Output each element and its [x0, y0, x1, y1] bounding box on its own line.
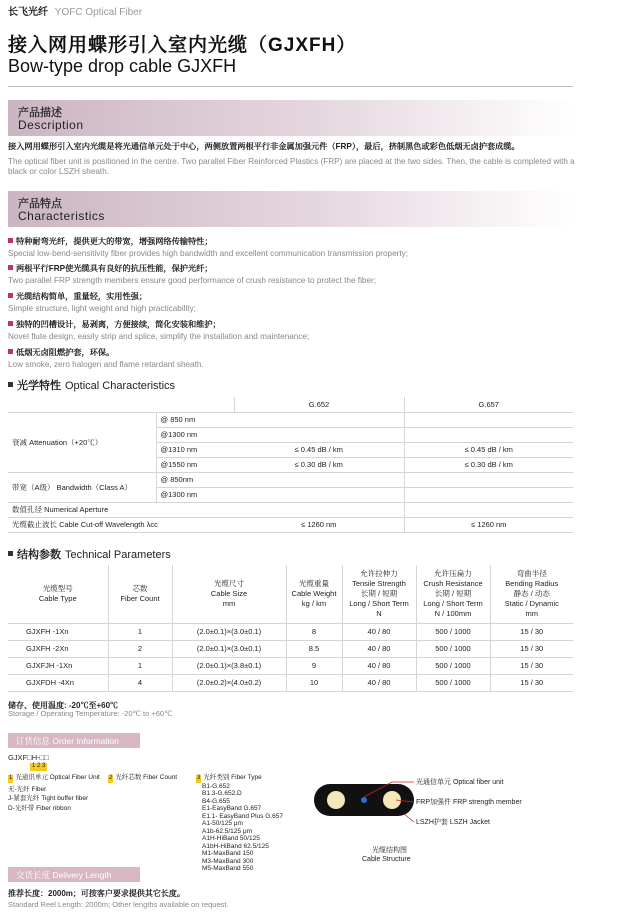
- technical-table: [8, 565, 573, 692]
- value: ≤ 0.45 dB / km: [234, 442, 404, 457]
- table-row: GJXFJH -1Xn 1 (2.0±0.1)×(3.8±0.1) 9 40 / 80 500 / 1000 15 / 30: [8, 657, 573, 674]
- characteristic-en: Simple structure, light weight and high practicability;: [8, 304, 196, 313]
- description-heading-cn: 产品描述: [18, 107, 62, 119]
- order-info-banner: [8, 733, 140, 748]
- col-g652: G.652: [234, 397, 404, 412]
- attenuation-label: 衰减 Attenuation（+20℃）: [8, 412, 156, 472]
- na-label: 数值孔径 Numerical Aperture: [8, 502, 234, 517]
- optical-table: [8, 397, 573, 533]
- characteristic-cn: 两根平行FRP使光缆具有良好的抗压性能，保护光纤；: [16, 264, 213, 273]
- col-g657: G.657: [404, 397, 573, 412]
- value: ≤ 1260 nm: [234, 517, 404, 532]
- structure-label-jacket: LSZH护套 LSZH Jacket: [416, 819, 490, 826]
- cutoff-label: 光缆截止波长 Cable Cut-off Wavelength λcc: [8, 517, 234, 532]
- technical-heading-en: Technical Parameters: [65, 549, 171, 561]
- value: [404, 412, 573, 427]
- characteristic-cn: 光缆结构简单，重量轻，实用性强；: [16, 292, 148, 301]
- divider: [8, 86, 573, 87]
- header-cell: 光缆尺寸 Cable Size mm: [172, 565, 286, 623]
- value: [234, 427, 404, 442]
- table-row: GJXFH -1Xn 1 (2.0±0.1)×(3.0±0.1) 8 40 / 80 500 / 1000 15 / 30: [8, 623, 573, 640]
- characteristic-en: Novel flute design, easily strip and splice, simplify the installation and maintenance;: [8, 332, 310, 341]
- header-cell: 光缆型号 Cable Type: [8, 565, 108, 623]
- order-item-3: 3 光纤类别 Fiber Type B1-G.652 B1.3-G.652.D B4-G.655 E1-EasyBand G.657 E1.1- EasyBand Plus G.657 A1-50/125 μm A1b-62.5/125 μm A1H-HiBand 50/125 A1bH-HiBand 62.5/125 M1-MaxBand 150 M3-MaxBand 300 M5-MaxBand 550: [197, 774, 283, 872]
- characteristic-en: Special low-bend-sensitivity fiber provides high bandwidth and excellent communication transmission property;: [8, 249, 409, 258]
- wavelength: @1310 nm: [156, 442, 234, 457]
- order-item-1: 1 光通讯单元 Optical Fiber Unit 无-光纤 Fiber J-紧套光纤 Tight buffer fiber D-光纤带 Fiber ribbon: [8, 774, 100, 812]
- characteristic-cn: 低烟无卤阻燃护套，环保。: [16, 348, 115, 357]
- header-cell: 光缆重量 Cable Weight kg / km: [286, 565, 342, 623]
- wavelength: @ 850nm: [156, 472, 234, 487]
- bandwidth-label: 带宽（A级） Bandwidth（Class A）: [8, 472, 156, 502]
- order-info-heading: 订货信息 Order Information: [16, 736, 119, 746]
- fiber-unit-shape: [361, 797, 367, 803]
- value: ≤ 0.30 dB / km: [404, 457, 573, 472]
- storage-temp-en: Storage / Operating Temperature: -20℃ to +60℃: [8, 709, 173, 718]
- characteristic-cn: 独特的凹槽设计，易剥离，方便接续，简化安装和维护；: [16, 320, 221, 329]
- technical-heading-cn: 结构参数: [17, 549, 61, 561]
- table-row: [8, 397, 573, 412]
- description-banner: [8, 100, 573, 136]
- description-text-en: The optical fiber unit is positioned in the centre. Two parallel Fiber Reinforced Plastics (FRP) are placed at the two sides. Then, the cable is completed with a black or color LSZH sheath.: [8, 157, 575, 176]
- table-row: [8, 517, 573, 532]
- table-row: [8, 412, 573, 427]
- brand-cn: 长飞光纤: [8, 7, 48, 18]
- bullet-icon: [8, 265, 13, 270]
- characteristic-item: [8, 347, 588, 369]
- value: [404, 472, 573, 487]
- bullet-icon: [8, 321, 13, 326]
- structure-label-fiber-unit: 光通信单元 Optical fiber unit: [416, 779, 504, 786]
- header-cell: 允许压扁力 Crush Resistance 长期 / 短期 Long / Short Term N / 100mm: [416, 565, 490, 623]
- wavelength: @1550 nm: [156, 457, 234, 472]
- characteristic-item: [8, 291, 588, 313]
- order-code: GJXF□H-□□: [8, 753, 49, 762]
- bullet-icon: [8, 238, 13, 243]
- characteristics-banner: [8, 191, 573, 227]
- structure-label-frp: FRP加强件 FRP strength member: [416, 799, 522, 806]
- characteristics-heading-cn: 产品特点: [18, 198, 62, 210]
- characteristics-heading-en: Characteristics: [18, 209, 105, 223]
- value: [234, 472, 404, 487]
- table-row: GJXFH -2Xn 2 (2.0±0.1)×(3.0±0.1) 8.5 40 / 80 500 / 1000 15 / 30: [8, 640, 573, 657]
- brand-en: YOFC Optical Fiber: [54, 7, 143, 18]
- structure-caption-cn: 光缆结构图: [372, 847, 407, 854]
- order-item-2: 2 光纤芯数 Fiber Count: [109, 774, 178, 781]
- bullet-icon: [8, 293, 13, 298]
- delivery-text-cn: 推荐长度：2000m；可按客户要求提供其它长度。: [8, 889, 185, 898]
- table-header-row: [8, 565, 573, 623]
- table-row: [8, 472, 573, 487]
- wavelength: @1300 nm: [156, 487, 234, 502]
- header-cell: 芯数 Fiber Count: [108, 565, 172, 623]
- frp-left-shape: [327, 791, 345, 809]
- order-code-nums: 1 2 3: [32, 763, 46, 769]
- header-cell: 弯曲半径 Bending Radius 静态 / 动态 Static / Dynamic mm: [490, 565, 573, 623]
- delivery-banner: [8, 867, 140, 882]
- characteristic-item: [8, 263, 588, 285]
- characteristic-item: [8, 236, 588, 258]
- value: ≤ 0.30 dB / km: [234, 457, 404, 472]
- optical-heading-cn: 光学特性: [17, 380, 61, 392]
- storage-temp-cn: 储存、使用温度: -20℃至+60℃: [8, 701, 119, 710]
- page-title-en: Bow-type drop cable GJXFH: [8, 56, 237, 76]
- delivery-heading: 交货长度 Delivery Length: [16, 870, 112, 880]
- value: [404, 487, 573, 502]
- header-cell: 允许拉伸力 Tensile Strength 长期 / 短期 Long / Short Term N: [342, 565, 416, 623]
- value: [234, 412, 404, 427]
- delivery-text-en: Standard Reel Length: 2000m; Other lengths available on request.: [8, 900, 229, 909]
- optical-heading: [8, 377, 175, 393]
- description-text-cn: 接入网用蝶形引入室内光缆是将光通信单元处于中心，两侧放置两根平行非金属加强元件（FRP），最后，挤制黑色或彩色低烟无卤护套成缆。: [8, 142, 520, 151]
- square-icon: [8, 551, 13, 556]
- square-icon: [8, 382, 13, 387]
- bullet-icon: [8, 349, 13, 354]
- technical-heading: [8, 546, 171, 562]
- brand-header: [8, 3, 142, 18]
- characteristic-item: [8, 319, 588, 341]
- value: [404, 427, 573, 442]
- value: ≤ 1260 nm: [404, 517, 573, 532]
- optical-heading-en: Optical Characteristics: [65, 380, 176, 392]
- wavelength: @ 850 nm: [156, 412, 234, 427]
- wavelength: @1300 nm: [156, 427, 234, 442]
- characteristic-en: Two parallel FRP strength members ensure good performance of crush resistance to protect the fiber;: [8, 276, 377, 285]
- value: [234, 487, 404, 502]
- value: ≤ 0.45 dB / km: [404, 442, 573, 457]
- table-row: GJXFDH -4Xn 4 (2.0±0.2)×(4.0±0.2) 10 40 / 80 500 / 1000 15 / 30: [8, 674, 573, 691]
- table-row: [8, 502, 573, 517]
- characteristic-cn: 特种耐弯光纤，提供更大的带宽，增强网络传输特性；: [16, 237, 213, 246]
- characteristic-en: Low smoke, zero halogen and flame retardant sheath.: [8, 360, 204, 369]
- structure-caption-en: Cable Structure: [362, 856, 411, 863]
- page-title-cn: 接入网用蝶形引入室内光缆（GJXFH）: [8, 35, 357, 56]
- description-heading-en: Description: [18, 118, 84, 132]
